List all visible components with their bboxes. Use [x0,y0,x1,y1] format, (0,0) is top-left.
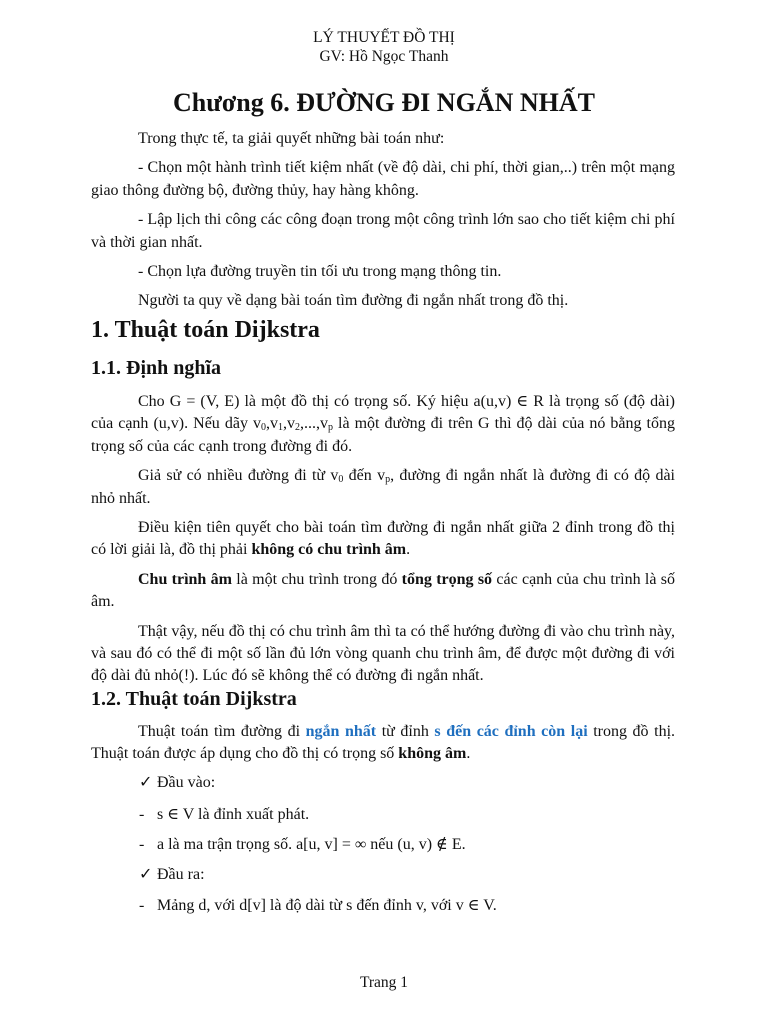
input-label: ✓ Đầu vào: [139,772,215,794]
negative-cycle-paragraph: Chu trình âm là một chu trình trong đó tổng trọng số các cạnh của chu trình là số âm. [91,570,676,611]
dash-icon: - [139,897,145,914]
shortest-path-paragraph: Giả sử có nhiều đường đi từ $v_0$ đến $v_p$, đường đi ngắn nhất là đường đi có độ dài nhỏ nhất. [91,467,675,507]
chapter-title: Chương 6. ĐƯỜNG ĐI NGẮN NHẤT [173,88,595,117]
output-label: ✓ Đầu ra: [139,864,205,886]
output-item: - Mảng d, với d[v] là độ dài từ s đến đỉnh v, với v ∈ V. [139,895,679,917]
explanation-paragraph: Thật vậy, nếu đồ thị có chu trình âm thì ta có thể hướng đường đi vào chu trình này, và sau đó có thể đi một số lần đủ lớn vòng quanh chu trình âm, để được một đường đi với độ dài đủ nhỏ(!). Lúc đó sẽ không thể có đường đi ngắn nhất. [91,622,675,685]
intro-item-network: - Chọn lựa đường truyền tin tối ưu trong mạng thông tin. [138,262,502,280]
intro-item-schedule: - Lập lịch thi công các công đoạn trong một công trình lớn sao cho tiết kiệm chi phí và thời gian nhất. [91,211,675,251]
check-icon: ✓ [139,774,153,791]
section-heading-dijkstra: 1. Thuật toán Dijkstra [91,317,320,343]
page-header [0,28,768,67]
teacher-name: GV: Hồ Ngọc Thanh [319,48,449,66]
intro-paragraph: Trong thực tế, ta giải quyết những bài toán như: [138,130,445,147]
condition-paragraph: Điều kiện tiên quyết cho bài toán tìm đường đi ngắn nhất giữa 2 đỉnh trong đồ thị có lời giải là, đồ thị phải không có chu trình âm. [91,518,675,559]
input-item: - a là ma trận trọng số. a[u, v] = ∞ nếu (u, v) ∉ E. [139,834,679,856]
intro-section [91,128,675,313]
intro-conclusion: Người ta quy về dạng bài toán tìm đường đi ngắn nhất trong đồ thị. [138,292,569,310]
input-item: - s ∈ V là đỉnh xuất phát. [139,804,679,826]
intro-item-route: - Chọn một hành trình tiết kiệm nhất (về độ dài, chi phí, thời gian,..) trên một mạng giao thông đường bộ, đường thủy, hay hàng không. [91,159,675,199]
subsection-heading-definition: 1.1. Định nghĩa [91,357,222,379]
check-icon: ✓ [139,866,153,883]
dash-icon: - [139,836,145,853]
page-number: Trang 1 [359,974,409,991]
dash-icon: - [139,806,145,823]
definition-section [91,391,675,688]
algorithm-paragraph: Thuật toán tìm đường đi ngắn nhất từ đỉnh s đến các đỉnh còn lại trong đồ thị. Thuật toán được áp dụng cho đồ thị có trọng số không âm. [91,723,676,763]
algorithm-intro [91,721,675,766]
course-title: LÝ THUYẾT ĐỒ THỊ [313,29,455,46]
subsection-heading-algorithm: 1.2. Thuật toán Dijkstra [91,688,297,710]
definition-paragraph: Cho G = (V, E) là một đồ thị có trọng số. Ký hiệu a(u,v) ∈ R là trọng số (độ dài) của cạnh (u,v). Nếu dãy $v_0,v_1,v_2,...,v_p$ là một đường đi trên G thì độ dài của nó bằng tổng trọng số của các cạnh trong đường đi đó. [91,393,675,455]
